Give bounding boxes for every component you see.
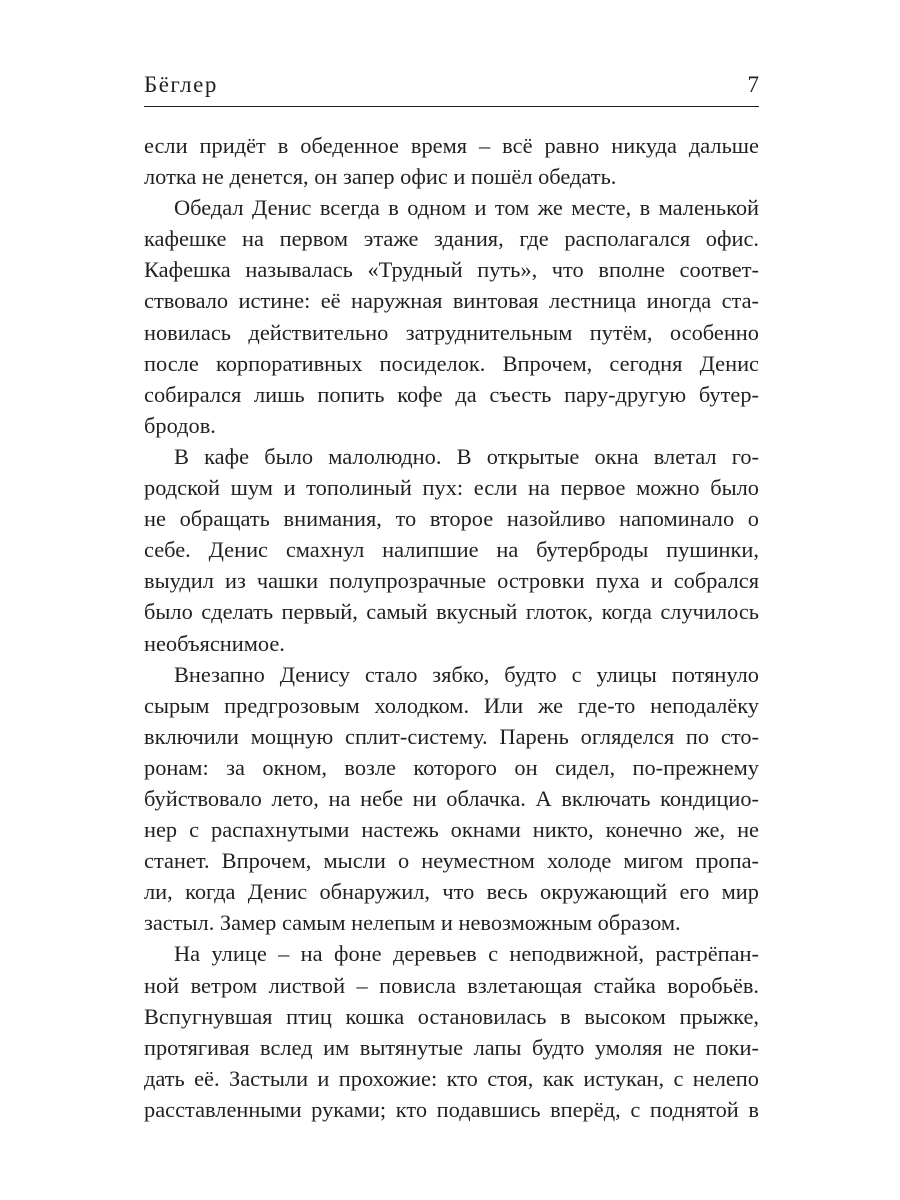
- text-line: было сделать первый, самый вкусный глоток, когда случилось: [144, 599, 759, 625]
- text-line: родской шум и тополиный пух: если на первое можно было: [144, 475, 759, 501]
- text-line: новилась действительно затруднительным путём, особенно: [144, 319, 759, 345]
- text-line: застыл. Замер самым нелепым и невозможным образом.: [144, 910, 681, 936]
- text-line: кафешке на первом этаже здания, где располагался офис.: [144, 226, 759, 252]
- body-text: [144, 130, 759, 1125]
- text-line: дать её. Застыли и прохожие: кто стоя, как истукан, с нелепо: [144, 1065, 759, 1091]
- text-line: ронам: за окном, возле которого он сидел, по-прежнему: [144, 754, 759, 780]
- text-line: расставленными руками; кто подавшись вперёд, с поднятой в: [144, 1096, 759, 1122]
- text-line: лотка не денется, он запер офис и пошёл обедать.: [144, 164, 617, 190]
- text-line: В кафе было малолюдно. В открытые окна влетал го-: [174, 443, 759, 469]
- text-line: Внезапно Денису стало зябко, будто с улицы потянуло: [174, 661, 759, 687]
- text-line: сырым предгрозовым холодком. Или же где-то неподалёку: [144, 692, 759, 718]
- text-line: Кафешка называлась «Трудный путь», что вполне соответ-: [144, 257, 759, 283]
- text-line: если придёт в обеденное время – всё равно никуда дальше: [144, 133, 759, 158]
- text-line: ли, когда Денис обнаружил, что весь окружающий его мир: [144, 879, 759, 905]
- running-header: [144, 66, 759, 107]
- page-number: 7: [747, 72, 759, 97]
- text-line: ствовало истине: её наружная винтовая лестница иногда ста-: [144, 288, 759, 314]
- text-line: выудил из чашки полупрозрачные островки пуха и собрался: [144, 568, 759, 594]
- text-line: станет. Впрочем, мысли о неуместном холоде мигом пропа-: [144, 848, 759, 874]
- text-line: включили мощную сплит-систему. Парень огляделся по сто-: [144, 723, 759, 749]
- text-line: буйствовало лето, на небе ни облачка. А включать кондицио-: [144, 785, 759, 811]
- text-line: собирался лишь попить кофе да съесть пару-другую бутер-: [144, 381, 759, 407]
- text-line: себе. Денис смахнул налипшие на бутерброды пушинки,: [144, 537, 759, 563]
- text-line: ной ветром листвой – повисла взлетающая стайка воробьёв.: [144, 972, 759, 998]
- text-line: необъяснимое.: [144, 630, 285, 656]
- text-line: Обедал Денис всегда в одном и том же месте, в маленькой: [174, 195, 759, 221]
- running-title: Бёглер: [144, 72, 218, 97]
- text-line: протягивая вслед им вытянутые лапы будто умоляя не поки-: [144, 1034, 759, 1060]
- text-line: Вспугнувшая птиц кошка остановилась в высоком прыжке,: [144, 1003, 759, 1029]
- text-line: после корпоративных посиделок. Впрочем, сегодня Денис: [144, 350, 759, 376]
- text-line: нер с распахнутыми настежь окнами никто, конечно же, не: [144, 817, 759, 843]
- text-line: не обращать внимания, то второе назойливо напоминало о: [144, 506, 759, 532]
- text-line: бродов.: [144, 412, 216, 438]
- text-line: На улице – на фоне деревьев с неподвижной, растрёпан-: [174, 941, 759, 967]
